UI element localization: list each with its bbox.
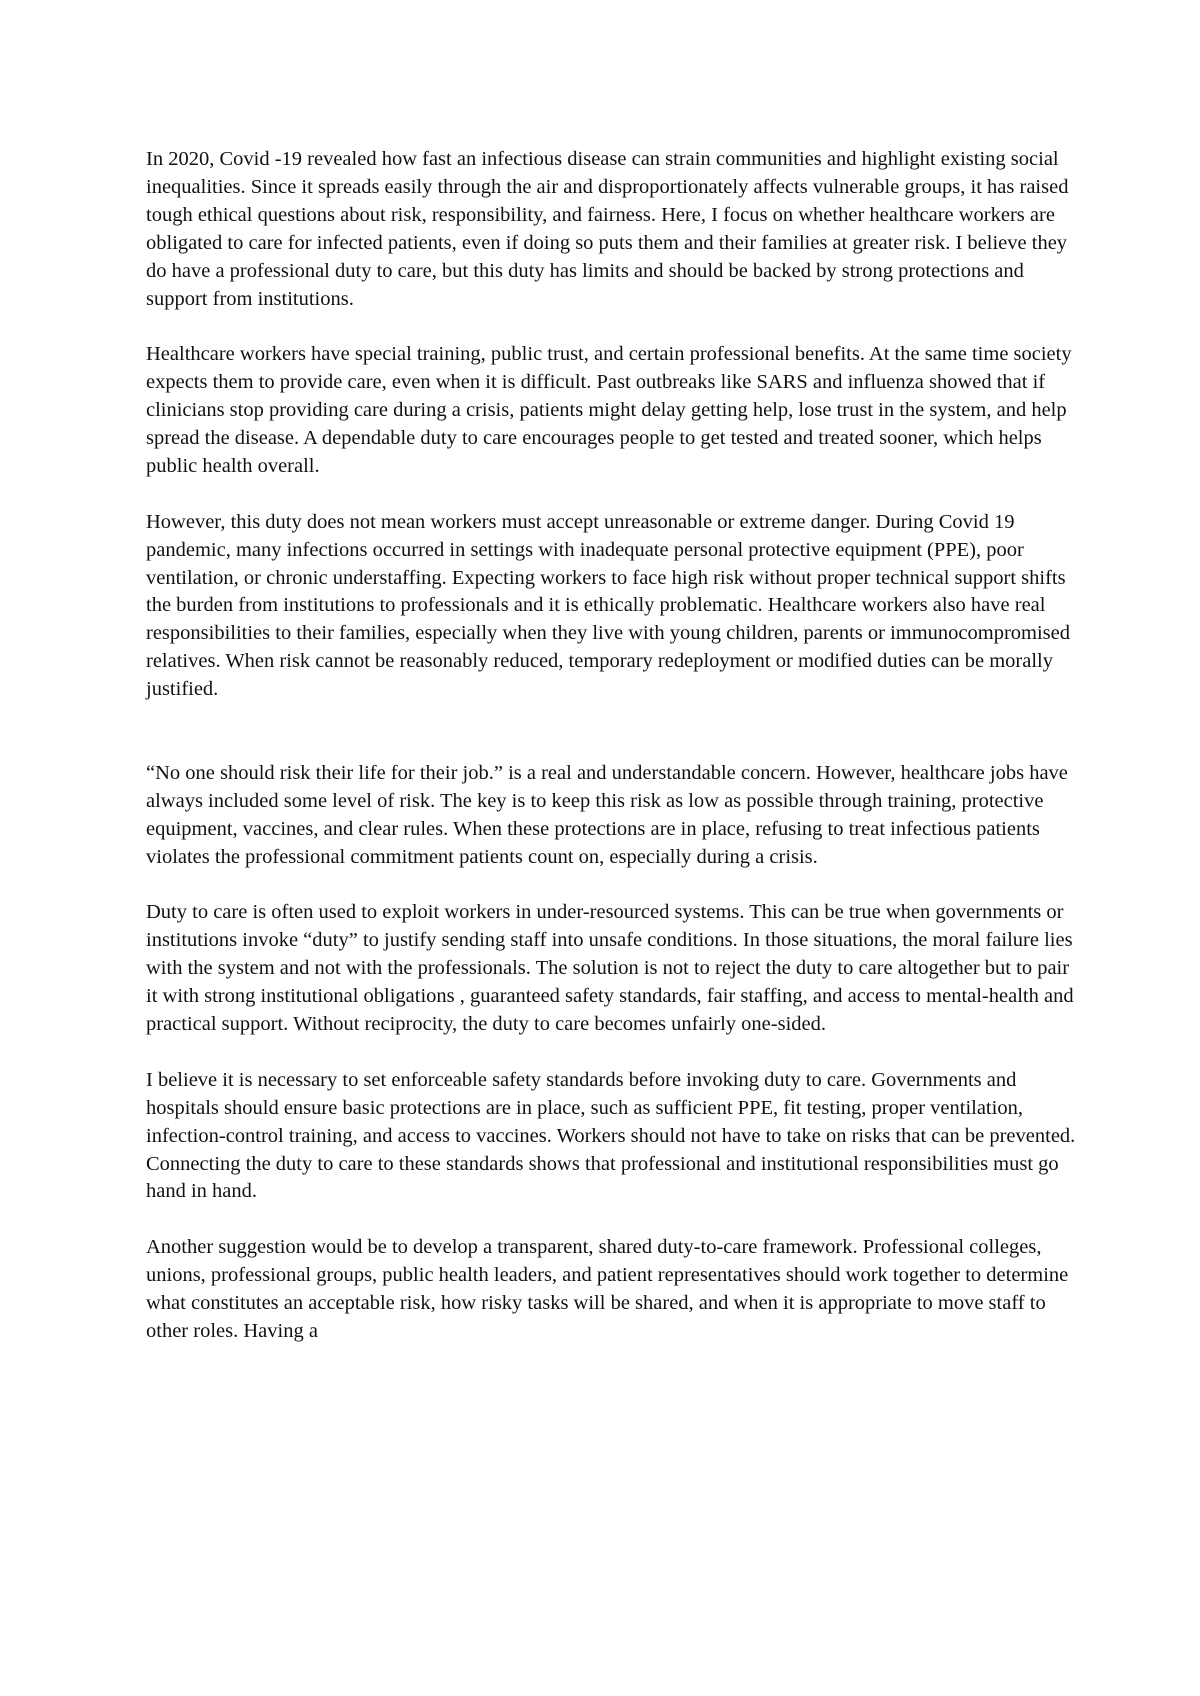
- paragraph-objection-risk: “No one should risk their life for their job.” is a real and understandable concern. However, healthcare jobs have always included some level of risk. The key is to keep this risk as low as possible through training, protective equipment, vaccines, and clear rules. When these protections are in place, refusing to treat infectious patients violates the professional commitment patients count on, especially during a crisis.: [146, 761, 1068, 868]
- paragraph-safety-standards: I believe it is necessary to set enforceable safety standards before invoking duty to care. Governments and hospitals should ensure basic protections are in place, such as sufficient PPE, fit testing, proper ventilation, infection-control training, and access to vaccines. Workers should not have to take on risks that can be prevented. Connecting the duty to care to these standards shows that professional and institutional responsibilities must go hand in hand.: [146, 1068, 1076, 1203]
- document-body: [146, 146, 1076, 1374]
- paragraph-duty-basis: Healthcare workers have special training, public trust, and certain professional benefits. At the same time society expects them to provide care, even when it is difficult. Past outbreaks like SARS and influenza showed that if clinicians stop providing care during a crisis, patients might delay getting help, lose trust in the system, and help spread the disease. A dependable duty to care encourages people to get tested and treated sooner, which helps public health overall.: [146, 343, 1072, 477]
- paragraph-framework: Another suggestion would be to develop a transparent, shared duty-to-care framework. Professional colleges, unions, professional groups, public health leaders, and patient representatives should work together to determine what constitutes an acceptable risk, how risky tasks will be shared, and when it is appropriate to move staff to other roles. Having a: [146, 1236, 1069, 1342]
- paragraph-limits: However, this duty does not mean workers must accept unreasonable or extreme danger. During Covid 19 pandemic, many infections occurred in settings with inadequate personal protective equipment (PPE), poor ventilation, or chronic understaffing. Expecting workers to face high risk without proper technical support shifts the burden from institutions to professionals and it is ethically problematic. Healthcare workers also have real responsibilities to their families, especially when they live with young children, parents or immunocompromised relatives. When risk cannot be reasonably reduced, temporary redeployment or modified duties can be morally justified.: [146, 510, 1071, 701]
- paragraph-intro: In 2020, Covid -19 revealed how fast an infectious disease can strain communities and highlight existing social inequalities. Since it spreads easily through the air and disproportionately affects vulnerable groups, it has raised tough ethical questions about risk, responsibility, and fairness. Here, I focus on whether healthcare workers are obligated to care for infected patients, even if doing so puts them and their families at greater risk. I believe they do have a professional duty to care, but this duty has limits and should be backed by strong protections and support from institutions.: [146, 148, 1069, 310]
- paragraph-objection-exploitation: Duty to care is often used to exploit workers in under-resourced systems. This can be true when governments or institutions invoke “duty” to justify sending staff into unsafe conditions. In those situations, the moral failure lies with the system and not with the professionals. The solution is not to reject the duty to care altogether but to pair it with strong institutional obligations , guaranteed safety standards, fair staffing, and access to mental-health and practical support. Without reciprocity, the duty to care becomes unfairly one-sided.: [146, 901, 1074, 1036]
